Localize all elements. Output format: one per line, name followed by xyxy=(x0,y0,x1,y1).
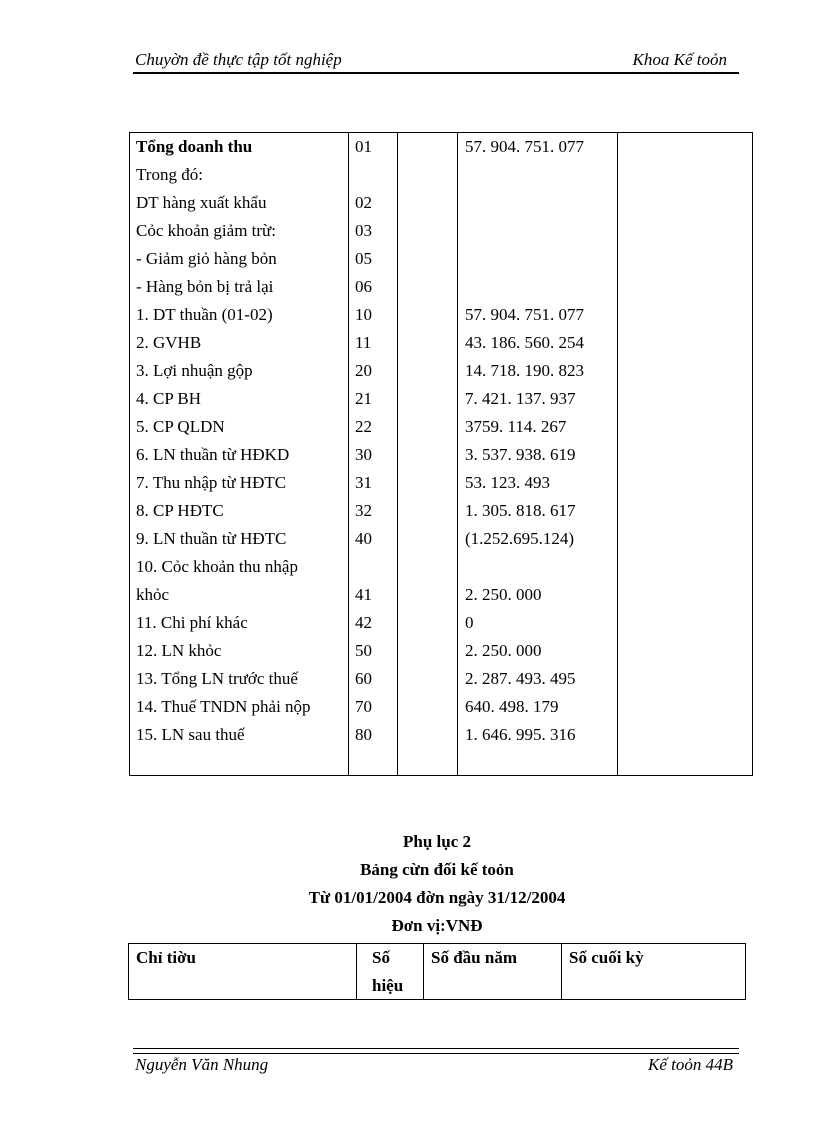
row-code: 31 xyxy=(355,473,372,492)
row-label: 14. Thuế TNDN phải nộp xyxy=(136,697,311,716)
table-row xyxy=(130,413,752,441)
row-label: DT hàng xuất khẩu xyxy=(136,193,267,212)
row-code: 03 xyxy=(355,221,372,240)
row-value: 2. 250. 000 xyxy=(465,585,542,604)
table-row xyxy=(130,609,752,637)
balance-sheet-table xyxy=(128,943,746,1000)
row-code: 05 xyxy=(355,249,372,268)
table-row xyxy=(130,693,752,721)
row-label: 7. Thu nhập từ HĐTC xyxy=(136,473,287,492)
table-row xyxy=(130,385,752,413)
row-code: 06 xyxy=(355,277,372,296)
row-value: 57. 904. 751. 077 xyxy=(465,137,584,156)
row-code: 41 xyxy=(355,585,372,604)
page-header xyxy=(133,50,739,74)
table-row xyxy=(130,497,752,525)
row-code: 22 xyxy=(355,417,372,436)
table-row xyxy=(130,665,752,693)
row-value: 0 xyxy=(465,613,474,632)
header-opening: Số đầu năm xyxy=(431,948,517,967)
header-department: Khoa Kế toỏn xyxy=(632,50,727,69)
row-value: 7. 421. 137. 937 xyxy=(465,389,576,408)
row-value: 14. 718. 190. 823 xyxy=(465,361,584,380)
row-label: - Hàng bỏn bị trả lại xyxy=(136,277,274,296)
appendix-unit: Đơn vị:VNĐ xyxy=(391,916,483,935)
row-label: 8. CP HĐTC xyxy=(136,501,224,520)
header-closing: Số cuối kỳ xyxy=(569,948,644,967)
table-divider xyxy=(356,944,357,999)
row-label: 10. Cỏc khoản thu nhập xyxy=(136,557,298,576)
row-value: 43. 186. 560. 254 xyxy=(465,333,584,352)
row-code: 60 xyxy=(355,669,372,688)
appendix-period: Từ 01/01/2004 đờn ngày 31/12/2004 xyxy=(308,888,566,907)
row-label: 15. LN sau thuế xyxy=(136,725,245,744)
header-indicator: Chỉ tiờu xyxy=(136,948,196,967)
row-value: 2. 287. 493. 495 xyxy=(465,669,576,688)
row-code: 80 xyxy=(355,725,372,744)
table-row xyxy=(130,189,752,217)
table-divider xyxy=(561,944,562,999)
table-row xyxy=(130,721,752,749)
row-label: 11. Chi phí khác xyxy=(136,613,248,632)
row-value: 3. 537. 938. 619 xyxy=(465,445,576,464)
row-label: Trong đó: xyxy=(136,165,203,184)
row-code: 40 xyxy=(355,529,372,548)
row-label: 13. Tổng LN trước thuế xyxy=(136,669,298,688)
header-title: Chuyờn đề thực tập tốt nghiệp xyxy=(135,50,342,69)
row-label: 5. CP QLDN xyxy=(136,417,225,436)
table-row xyxy=(130,637,752,665)
table-row xyxy=(130,525,752,553)
row-value: 1. 305. 818. 617 xyxy=(465,501,576,520)
row-label: 3. Lợi nhuận gộp xyxy=(136,361,253,380)
table-row xyxy=(130,329,752,357)
row-label: khỏc xyxy=(136,585,170,604)
income-statement-table xyxy=(129,132,753,776)
row-code: 11 xyxy=(355,333,372,352)
row-label: 12. LN khỏc xyxy=(136,641,222,660)
row-label: Tổng doanh thu xyxy=(136,137,253,156)
row-code: 10 xyxy=(355,305,372,324)
appendix-captions xyxy=(129,828,745,940)
row-code: 02 xyxy=(355,193,372,212)
footer-class: Kế toỏn 44B xyxy=(648,1055,733,1074)
table-row xyxy=(130,469,752,497)
table-row xyxy=(130,161,752,189)
table-row xyxy=(130,245,752,273)
table-row xyxy=(130,133,752,161)
row-code: 70 xyxy=(355,697,372,716)
header-code: Số xyxy=(372,948,390,967)
table-divider xyxy=(423,944,424,999)
table-row xyxy=(130,301,752,329)
footer-author: Nguyễn Văn Nhung xyxy=(135,1055,269,1074)
row-code: 50 xyxy=(355,641,372,660)
row-value: 57. 904. 751. 077 xyxy=(465,305,584,324)
table-row xyxy=(130,553,752,581)
row-code: 01 xyxy=(355,137,372,156)
footer-rule xyxy=(133,1048,739,1054)
table-row xyxy=(130,357,752,385)
row-value: (1.252.695.124) xyxy=(465,529,575,548)
header-code-line2: hiệu xyxy=(372,976,404,995)
row-value: 53. 123. 493 xyxy=(465,473,550,492)
table-row xyxy=(130,581,752,609)
table-row xyxy=(130,273,752,301)
row-label: - Giảm giỏ hàng bỏn xyxy=(136,249,277,268)
row-code: 32 xyxy=(355,501,372,520)
row-label: 9. LN thuần từ HĐTC xyxy=(136,529,287,548)
row-label: 4. CP BH xyxy=(136,389,202,408)
row-label: 2. GVHB xyxy=(136,333,202,352)
table-row xyxy=(130,441,752,469)
row-code: 20 xyxy=(355,361,372,380)
row-value: 640. 498. 179 xyxy=(465,697,559,716)
row-code: 42 xyxy=(355,613,372,632)
row-label: 1. DT thuần (01-02) xyxy=(136,305,273,324)
row-value: 3759. 114. 267 xyxy=(465,417,567,436)
row-value: 2. 250. 000 xyxy=(465,641,542,660)
table-row xyxy=(130,217,752,245)
row-label: 6. LN thuần từ HĐKD xyxy=(136,445,290,464)
row-code: 21 xyxy=(355,389,372,408)
appendix-title: Phụ lục 2 xyxy=(402,832,472,851)
row-label: Cỏc khoản giảm trừ: xyxy=(136,221,276,240)
row-value: 1. 646. 995. 316 xyxy=(465,725,576,744)
row-code: 30 xyxy=(355,445,372,464)
appendix-subtitle: Bảng cừn đối kế toỏn xyxy=(360,860,514,879)
